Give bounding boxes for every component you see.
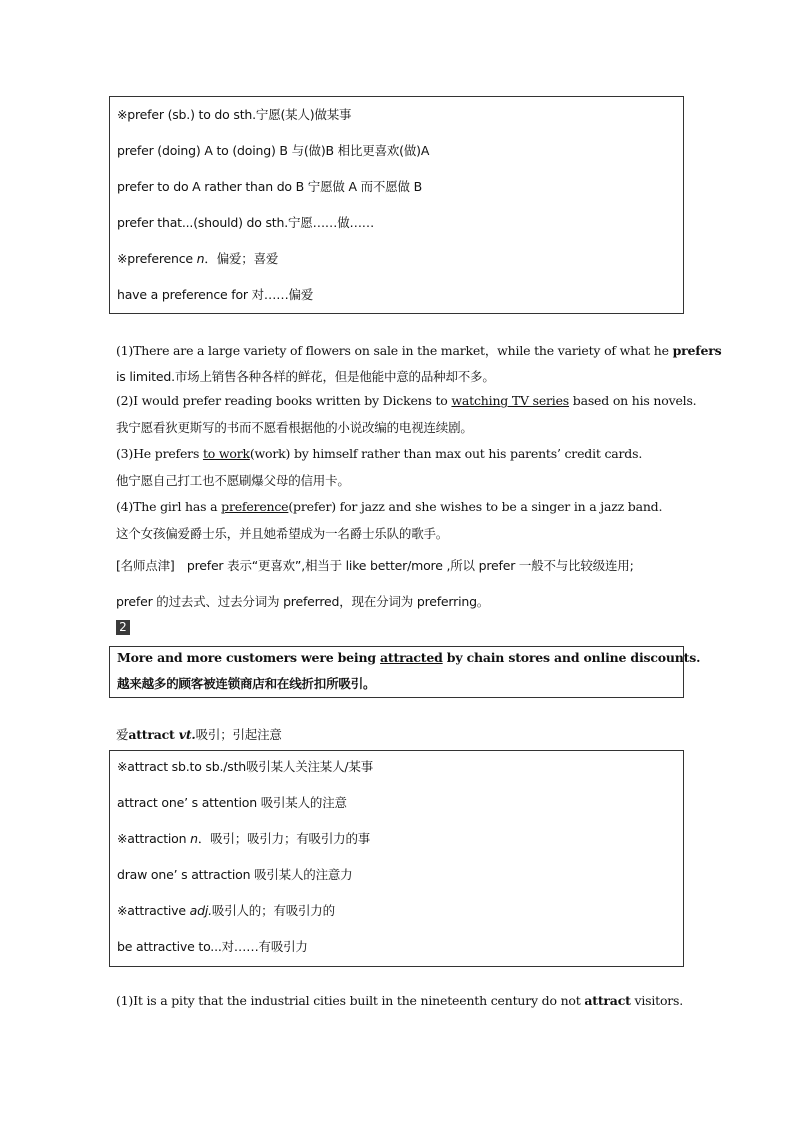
usage-text: ※attraction: [117, 831, 191, 846]
part-of-speech: adj.: [189, 903, 212, 918]
heading-prefix: 爱: [116, 727, 129, 742]
example-text: (1)It is a pity that the industrial cities built in the nineteenth century do not: [116, 993, 585, 1008]
prefer-usage-box: [109, 96, 684, 314]
example-text: (3)He prefers: [116, 446, 203, 461]
usage-line: attract one’ s attention 吸引某人的注意: [117, 795, 347, 810]
heading-word: attract: [128, 727, 179, 742]
answer-underlined: to work: [202, 446, 250, 461]
example-1: [116, 341, 721, 359]
usage-line: [117, 249, 278, 267]
example-text: (4)The girl has a: [116, 499, 222, 514]
example-text: (1)There are a large variety of flowers on sale in the market，while the variety of what he: [116, 343, 673, 358]
heading-meaning: 吸引；引起注意: [195, 727, 282, 742]
usage-line: [117, 829, 370, 847]
example-text: based on his novels.: [569, 393, 697, 408]
example-2-translation: 我宁愿看狄更斯写的书而不愿看根据他的小说改编的电视连续剧。: [116, 420, 473, 435]
usage-line: prefer (doing) A to (doing) B 与(做)B 相比更喜欢(做)A: [117, 143, 430, 158]
keyword-underlined: attracted: [380, 650, 443, 665]
usage-line: [117, 901, 335, 919]
usage-text: ※preference: [117, 251, 197, 266]
sentence-text: by chain stores and online discounts.: [442, 650, 701, 665]
usage-line: have a preference for 对……偏爱: [117, 287, 314, 302]
usage-text: ．偏爱；喜爱: [204, 251, 279, 266]
usage-line: prefer to do A rather than do B 宁愿做 A 而不愿做 B: [117, 179, 422, 194]
part-of-speech: n: [190, 831, 198, 846]
usage-line: ※prefer (sb.) to do sth.宁愿(某人)做某事: [117, 107, 352, 122]
keyword: attract: [584, 993, 631, 1008]
attract-heading: [116, 725, 282, 743]
teacher-tip: [名师点津] prefer 表示“更喜欢”,相当于 like better/more ,所以 prefer 一般不与比较级连用;: [116, 558, 634, 573]
key-sentence: [117, 650, 700, 665]
answer-underlined: preference: [221, 499, 289, 514]
part-of-speech: n: [196, 251, 205, 266]
part-of-speech: vt.: [178, 727, 196, 742]
usage-line: draw one’ s attraction 吸引某人的注意力: [117, 867, 353, 882]
usage-text: 吸引人的；有吸引力的: [211, 903, 335, 918]
usage-line: prefer that...(should) do sth.宁愿……做……: [117, 215, 375, 230]
example-text: visitors.: [630, 993, 684, 1008]
attract-usage-box: [109, 750, 684, 967]
answer-underlined: watching TV series: [451, 393, 570, 408]
example-4: [116, 499, 662, 514]
example-text: (prefer) for jazz and she wishes to be a singer in a jazz band.: [288, 499, 663, 514]
teacher-tip-continued: prefer 的过去式、过去分词为 preferred，现在分词为 preferring。: [116, 594, 490, 609]
example-3-translation: 他宁愿自己打工也不愿刷爆父母的信用卡。: [116, 473, 350, 488]
key-sentence-box: [109, 646, 701, 698]
example-2: [116, 393, 696, 408]
usage-line: ※attract sb.to sb./sth吸引某人关注某人/某事: [117, 759, 374, 774]
key-sentence-translation: 越来越多的顾客被连锁商店和在线折扣所吸引。: [117, 676, 376, 691]
example-3: [116, 446, 642, 461]
keyword: prefers: [672, 343, 722, 358]
attract-example-1: [116, 993, 683, 1008]
example-text: (work) by himself rather than max out his parents’ credit cards.: [249, 446, 643, 461]
usage-text: ※attractive: [117, 903, 190, 918]
example-text: (2)I would prefer reading books written by Dickens to: [116, 393, 452, 408]
example-1-translation: is limited.市场上销售各种各样的鲜花，但是他能中意的品种却不多。: [116, 369, 495, 384]
usage-text: ．吸引；吸引力；有吸引力的事: [197, 831, 371, 846]
sentence-text: More and more customers were being: [117, 650, 381, 665]
usage-line: be attractive to...对……有吸引力: [117, 939, 308, 954]
example-4-translation: 这个女孩偏爱爵士乐，并且她希望成为一名爵士乐队的歌手。: [116, 526, 449, 541]
section-number-badge: 2: [116, 620, 130, 635]
